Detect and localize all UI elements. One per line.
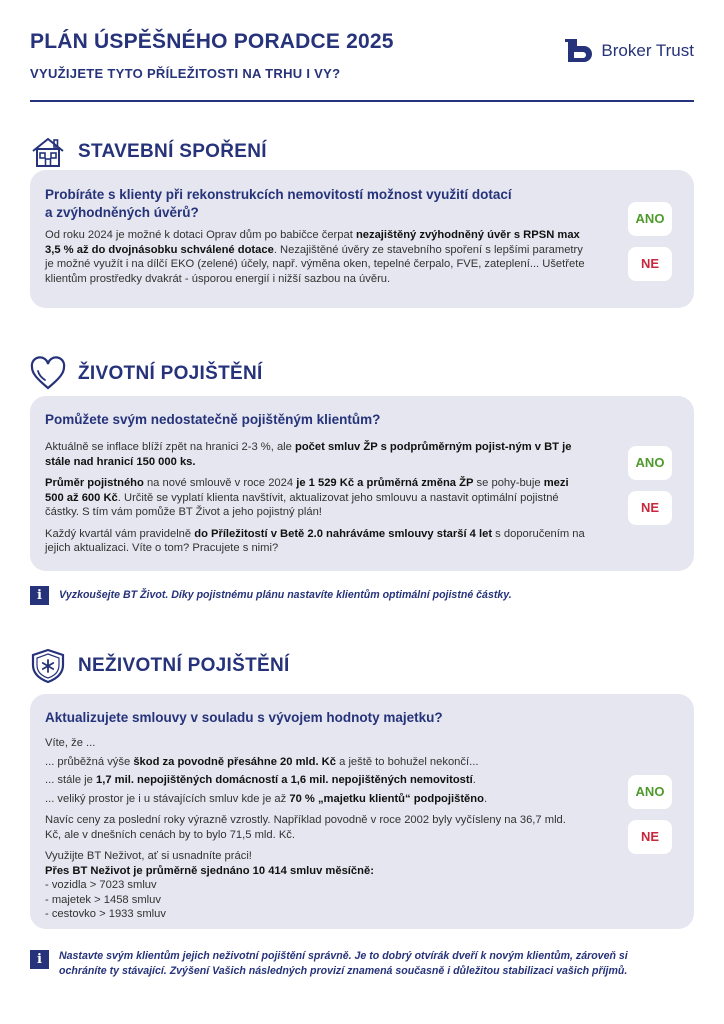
question: Pomůžete svým nedostatečně pojištěným klientům? <box>45 412 381 427</box>
page-header <box>30 30 694 102</box>
section-title: STAVEBNÍ SPOŘENÍ <box>78 141 267 162</box>
section-header-nezivotni-pojisteni <box>30 648 290 684</box>
card-text: Víte, že ... ... průběžná výše škod za povodně přesáhne 20 mld. Kč a ještě to bohužel nekončí... ... stále je 1,7 mil. nepojištěných domácností a 1,6 mil. nepojištěných nemovitostí. ... veliký prostor je i u stávajících smluv kde je až 70 % „majetku klientů“ podpojištěno. Navíc ceny za poslední roky výrazně vzrostly. Například povodně v roce 2002 byly vyčísleny na 36,7 mld. Kč, ale v dnešních cenách by to bylo 71,5 mld. Kč. Využijte BT Neživot, ať si usnadníte práci! Přes BT Neživot je průměrně sjednáno 10 414 smluv měsíčně: - vozidla > 7023 smluv - majetek > 1458 smluv - cestovko > 1933 smluv <box>45 736 585 922</box>
info-note-zivot <box>30 586 670 605</box>
list-item: - cestovko > 1933 smluv <box>45 908 166 920</box>
header-divider <box>30 100 694 102</box>
broker-trust-logo <box>565 36 694 66</box>
no-button[interactable]: NE <box>628 247 672 281</box>
section-title: ŽIVOTNÍ POJIŠTĚNÍ <box>78 363 263 384</box>
section-header-zivotni-pojisteni <box>30 356 263 392</box>
logo-text: Broker Trust <box>601 41 694 60</box>
page-subtitle: VYUŽIJETE TYTO PŘÍLEŽITOSTI NA TRHU I VY? <box>30 66 341 81</box>
house-icon <box>30 134 66 170</box>
note-text: Vyzkoušejte BT Život. Díky pojistnému plánu nastavíte klientům optimální pojistné částky. <box>59 589 512 601</box>
card-text: Od roku 2024 je možné k dotaci Oprav dům po babičce čerpat nezajištěný zvýhodněný úvěr s RPSN max 3,5 % až do dvojnásobku schválené dotace. Nezajištěné úvěry ze stavebního spoření s lepšími parametry je možné využít i na dílčí EKO (zelené) účely, např. výměna oken, tepelné čerpalo, FVE, zateplení... Ušetřete klientům prostředky dvakrát - úsporou energií i nižší sazbou na úvěru. <box>45 229 585 285</box>
question: Probíráte s klienty při rekonstrukcích nemovitostí možnost využití dotací a zvýhodněných úvěrů? <box>45 187 512 220</box>
info-icon: i <box>30 950 49 969</box>
heart-icon <box>30 356 66 392</box>
shield-icon <box>30 648 66 684</box>
yes-button[interactable]: ANO <box>628 775 672 809</box>
info-note-nezivot <box>30 947 690 979</box>
section-header-stavebni-sporeni <box>30 134 267 170</box>
card-stavebni-sporeni <box>30 170 694 308</box>
list-item: - vozidla > 7023 smluv <box>45 879 157 891</box>
question: Aktualizujete smlouvy v souladu s vývojem hodnoty majetku? <box>45 710 443 725</box>
card-text: Aktuálně se inflace blíží zpět na hranici 2-3 %, ale počet smluv ŽP s podprůměrným pojist-ným v BT je stále nad hranicí 150 000 ks. Průměr pojistného na nové smlouvě v roce 2024 je 1 529 Kč a průměrná změna ŽP se pohy-buje mezi 500 až 600 Kč. Určitě se vyplatí klienta navštívit, aktualizovat jeho smlouvu a nastavit optimální pojistné částky. S tím vám pomůže BT Život a jeho pojistný plán! Každý kvartál vám pravidelně do Příležitostí v Betě 2.0 nahráváme smlouvy starší 4 let s doporučením na jejich aktualizaci. Víte o tom? Pracujete s nimi? <box>45 441 585 554</box>
note-text: Nastavte svým klientům jejich neživotní pojištění správně. Je to dobrý otvírák dveří k novým klientům, zároveň si ochráníte ty stávající. Zvýšení Vašich následných provizí znamená současně i důležitou stabilizaci vašich příjmů. <box>59 950 628 977</box>
info-icon: i <box>30 586 49 605</box>
broker-trust-logo-icon <box>565 36 595 66</box>
yes-button[interactable]: ANO <box>628 446 672 480</box>
card-nezivotni-pojisteni <box>30 694 694 929</box>
section-title: NEŽIVOTNÍ POJIŠTĚNÍ <box>78 655 290 676</box>
card-zivotni-pojisteni <box>30 396 694 571</box>
no-button[interactable]: NE <box>628 820 672 854</box>
list-item: - majetek > 1458 smluv <box>45 893 161 906</box>
page-title: PLÁN ÚSPĚŠNÉHO PORADCE 2025 <box>30 30 394 53</box>
no-button[interactable]: NE <box>628 491 672 525</box>
yes-button[interactable]: ANO <box>628 202 672 236</box>
